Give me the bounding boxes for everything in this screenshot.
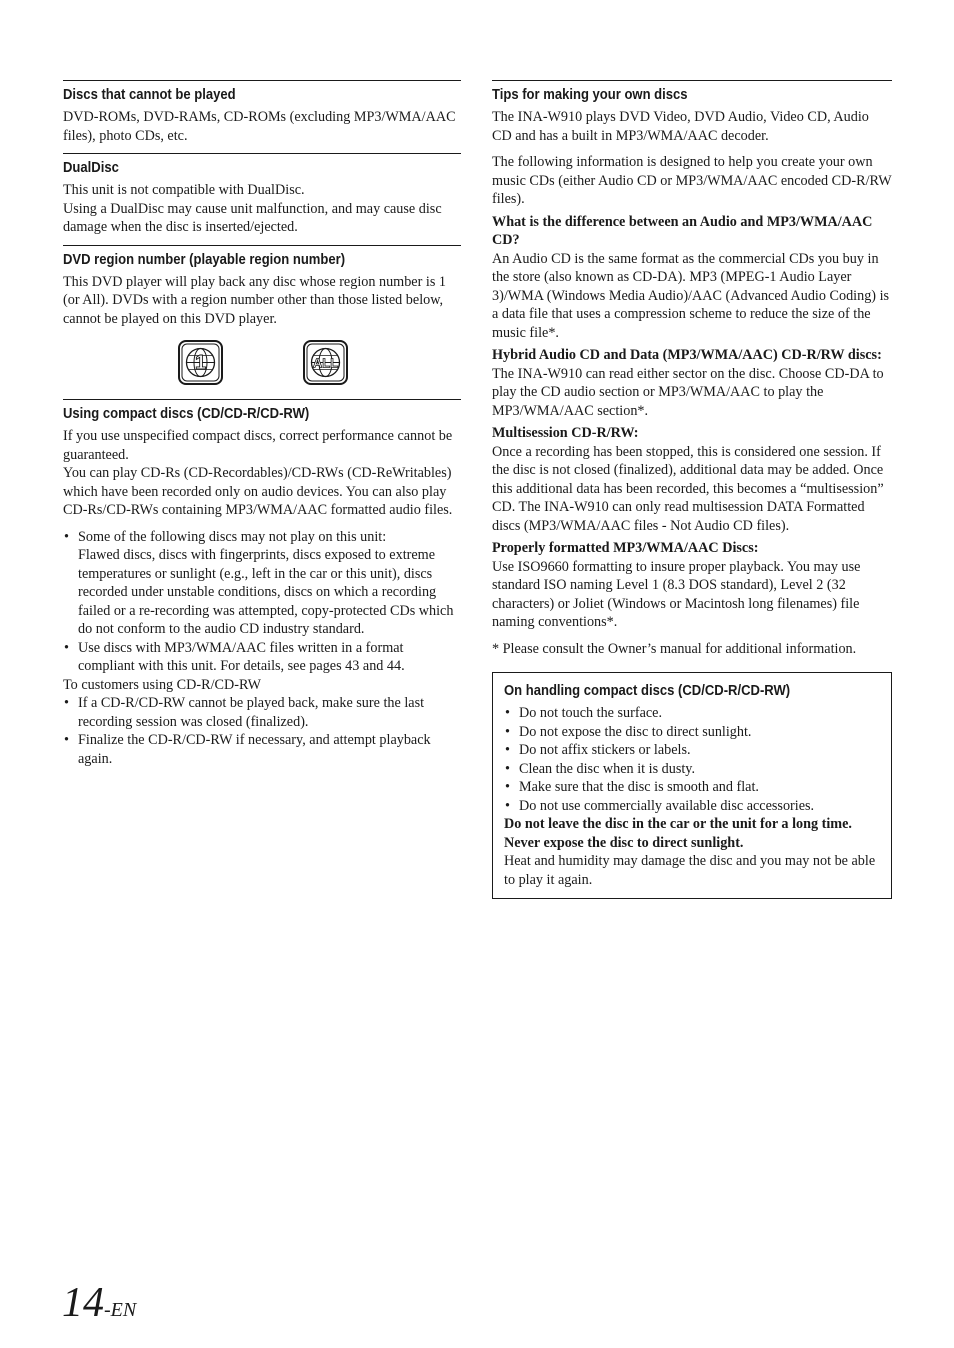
list-item: • Do not touch the surface.: [504, 704, 880, 723]
handling-box: [492, 672, 892, 899]
section-body: The INA-W910 plays DVD Video, DVD Audio, Video CD, Audio CD and has a built in MP3/WMA/AAC decoder.: [492, 109, 869, 144]
subheading: What is the difference between an Audio and MP3/WMA/AAC CD?: [492, 213, 873, 248]
list-item: • Do not affix stickers or labels.: [504, 741, 880, 760]
page-number-value: 14: [62, 1280, 104, 1326]
list-item-head: Some of the following discs may not play on this unit:: [78, 528, 387, 545]
subheading: Multisession CD-R/RW:: [492, 425, 639, 441]
section-title: DualDisc: [63, 160, 119, 176]
section-title: Tips for making your own discs: [492, 87, 688, 103]
section-body: This DVD player will play back any disc whose region number is 1 (or All). DVDs with a region number other than those listed below, cannot be played on this DVD player.: [63, 273, 446, 327]
section-title: DVD region number (playable region number): [63, 251, 346, 268]
region-all-label: ALL: [312, 355, 339, 371]
section-body: You can play CD-Rs (CD-Recordables)/CD-RWs (CD-ReWritables) which have been recorded only on audio devices. You can also play CD-Rs/CD-RWs containing MP3/WMA/AAC formatted audio files.: [63, 465, 453, 518]
list-item: • Finalize the CD-R/CD-RW if necessary, and attempt playback again.: [63, 731, 461, 768]
warning-text: Never expose the disc to direct sunlight.: [504, 834, 744, 851]
region-1-globe-icon: [178, 340, 223, 385]
section-body: Using a DualDisc may cause unit malfunction, and may cause disc damage when the disc is inserted/ejected.: [63, 200, 442, 235]
customers-intro: To customers using CD-R/CD-RW: [63, 676, 262, 693]
list-item: • Clean the disc when it is dusty.: [504, 760, 880, 779]
section-body: An Audio CD is the same format as the commercial CDs you buy in the store (also known as CD-DA). MP3 (MPEG-1 Audio Layer 3)/WMA (Windows Media Audio)/AAC (Advanced Audio Coding) is a data file that uses a compression scheme to reduce the size of the music file*.: [492, 250, 890, 341]
tips-section: [492, 80, 892, 658]
bullet-list: [504, 704, 880, 815]
left-column: [63, 80, 461, 768]
section-body: The INA-W910 can read either sector on the disc. Choose CD-DA to play the CD audio section or MP3/WMA/AAC to play the MP3/WMA/AAC section*.: [492, 365, 884, 419]
bullet-list: [63, 694, 461, 768]
section-body: This unit is not compatible with DualDisc.: [63, 182, 305, 198]
right-column: [492, 80, 892, 899]
section-title: Using compact discs (CD/CD-R/CD-RW): [63, 406, 310, 422]
list-item: • Use discs with MP3/WMA/AAC files written in a format compliant with this unit. For details, see pages 43 and 44.: [63, 639, 461, 676]
list-item: [63, 528, 461, 639]
section-body: Once a recording has been stopped, this is considered one session. If the disc is not closed (finalized), additional data may be added. Once this additional data has been recorded, this becomes a “multisession” CD. The INA-W910 can only read multisession DATA Formatted discs (MP3/WMA/AAC files - Not Audio CD files).: [492, 443, 884, 534]
region-1-label: 1: [194, 352, 207, 374]
page-number-suffix: -EN: [104, 1299, 137, 1321]
region-icons: [178, 340, 461, 385]
discs-cannot-be-played-section: [63, 80, 461, 145]
list-item-body: Flawed discs, discs with fingerprints, discs exposed to extreme temperatures or sunlight (e.g., left in the car or this unit), discs recorded under unstable conditions, discs on which a recording failed or a re-recording was attempted, copy-protected CDs which do not conform to the audio CD industry standard.: [78, 547, 454, 637]
list-item: • Do not use commercially available disc accessories.: [504, 797, 880, 816]
dvd-region-section: [63, 245, 461, 386]
warning-body: Heat and humidity may damage the disc and you may not be able to play it again.: [504, 853, 876, 888]
section-body: The following information is designed to help you create your own music CDs (either Audio CD or MP3/WMA/AAC encoded CD-R/RW files).: [492, 154, 892, 207]
region-all-globe-icon: [303, 340, 348, 385]
using-compact-discs-section: [63, 399, 461, 768]
dualdisc-section: [63, 153, 461, 237]
box-title: On handling compact discs (CD/CD-R/CD-RW): [504, 683, 791, 699]
section-body: DVD-ROMs, DVD-RAMs, CD-ROMs (excluding MP3/WMA/AAC files), photo CDs, etc.: [63, 109, 456, 144]
list-item: • Make sure that the disc is smooth and flat.: [504, 778, 880, 797]
page-number: [62, 1282, 136, 1324]
section-body: If you use unspecified compact discs, correct performance cannot be guaranteed.: [63, 428, 453, 463]
footnote: * Please consult the Owner’s manual for additional information.: [492, 640, 857, 657]
warning-text: Do not leave the disc in the car or the unit for a long time.: [504, 816, 852, 832]
list-item: • Do not expose the disc to direct sunlight.: [504, 723, 880, 742]
bullet-list: [63, 528, 461, 676]
subheading: Hybrid Audio CD and Data (MP3/WMA/AAC) CD-R/RW discs:: [492, 347, 882, 363]
list-item: • If a CD-R/CD-RW cannot be played back, make sure the last recording session was closed (finalized).: [63, 694, 461, 731]
section-title: Discs that cannot be played: [63, 87, 236, 103]
subheading: Properly formatted MP3/WMA/AAC Discs:: [492, 540, 759, 556]
section-body: Use ISO9660 formatting to insure proper playback. You may use standard ISO naming Level 1 (8.3 DOS standard), Level 2 (32 characters) or Joliet (Windows or Macintosh long filenames) file naming conventions*.: [492, 558, 861, 630]
